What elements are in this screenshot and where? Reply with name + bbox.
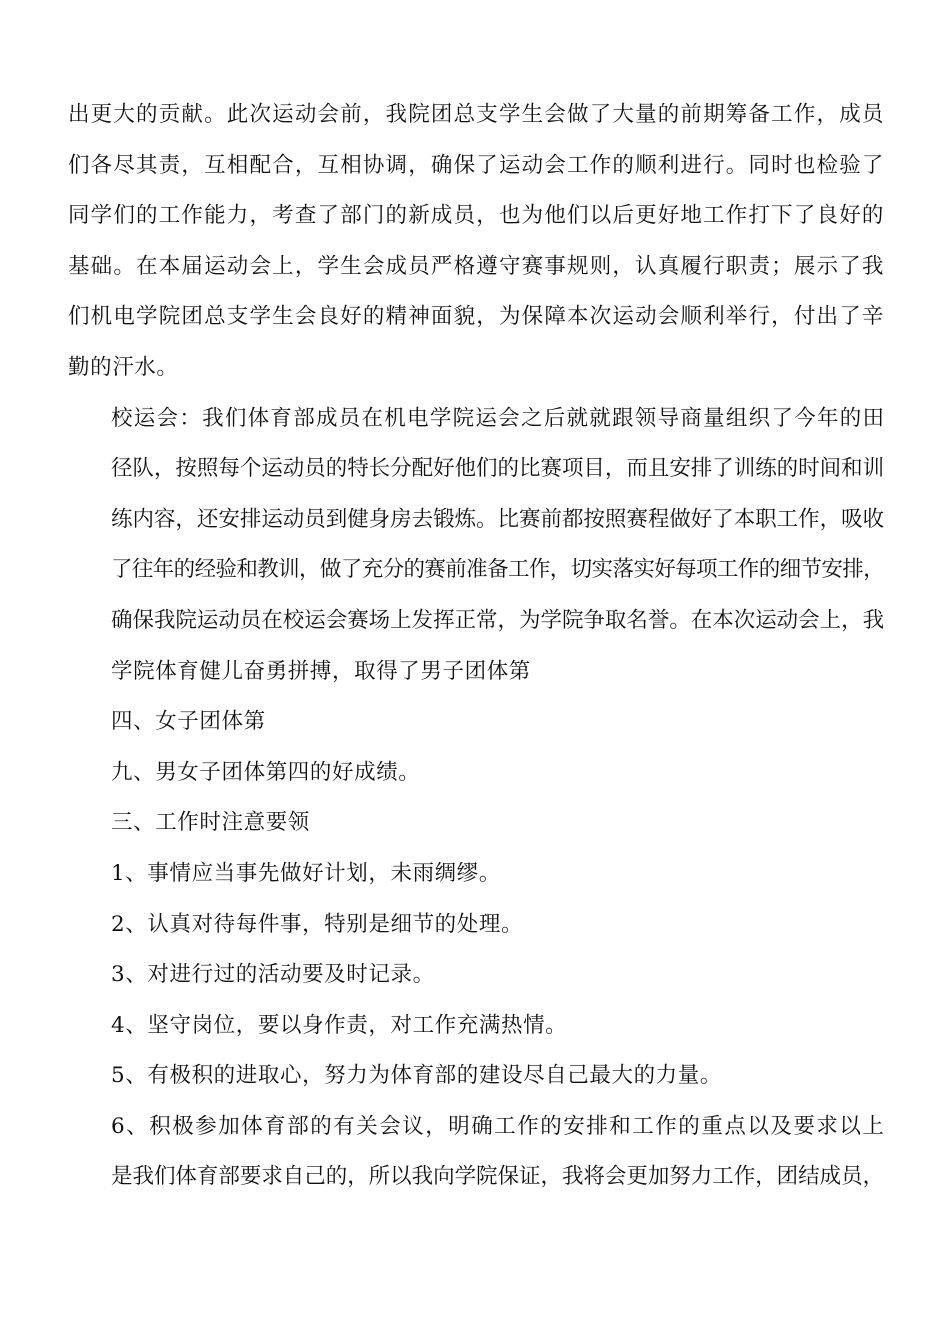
text-line: 出更大的贡献。此次运动会前，我院团总支学生会做了大量的前期筹备工作，成员 — [68, 102, 884, 127]
text-line: 勤的汗水。 — [68, 354, 179, 380]
text-line: 九、男女子团体第四的好成绩。 — [111, 759, 421, 785]
paragraph — [68, 1102, 884, 1203]
text-line: 四、女子团体第 — [111, 709, 266, 735]
text-line: 4、坚守岗位，要以身作责，对工作充满热情。 — [111, 1012, 568, 1038]
text-line: 学院体育健儿奋勇拼搏，取得了男子团体第 — [111, 658, 531, 684]
text-line: 同学们的工作能力，考查了部门的新成员，也为他们以后更好地工作打下了良好的 — [68, 203, 884, 229]
text-line: 练内容，还安排运动员到健身房去锻炼。比赛前都按照赛程做好了本职工作，吸收 — [111, 506, 884, 532]
text-line: 2、认真对待每件事，特别是细节的处理。 — [111, 911, 524, 937]
text-line: 是我们体育部要求自己的，所以我向学院保证，我将会更加努力工作，团结成员， — [111, 1164, 884, 1190]
document-body — [68, 90, 884, 1203]
paragraph — [68, 394, 884, 698]
text-line: 6、积极参加体育部的有关会议，明确工作的安排和工作的重点以及要求以上 — [111, 1113, 884, 1139]
text-line: 们各尽其责，互相配合，互相协调，确保了运动会工作的顺利进行。同时也检验了 — [68, 152, 884, 178]
paragraph — [68, 697, 884, 748]
paragraph — [68, 1051, 884, 1102]
text-line: 径队，按照每个运动员的特长分配好他们的比赛项目，而且安排了训练的时间和训 — [111, 456, 884, 482]
text-line: 校运会：我们体育部成员在机电学院运会之后就就跟领导商量组织了今年的田 — [111, 405, 884, 431]
paragraph — [68, 748, 884, 799]
text-line: 1、事情应当事先做好计划，未雨绸缪。 — [111, 860, 501, 886]
paragraph — [68, 798, 884, 849]
paragraph — [68, 900, 884, 951]
text-line: 确保我院运动员在校运会赛场上发挥正常，为学院争取名誉。在本次运动会上，我 — [111, 607, 884, 633]
text-line: 们机电学院团总支学生会良好的精神面貌，为保障本次运动会顺利举行，付出了辛 — [68, 304, 884, 330]
text-line: 基础。在本届运动会上，学生会成员严格遵守赛事规则，认真履行职责；展示了我 — [68, 253, 884, 279]
paragraph — [68, 950, 884, 1001]
text-line: 3、对进行过的活动要及时记录。 — [111, 962, 435, 988]
paragraph — [68, 1001, 884, 1052]
text-line: 5、有极积的进取心，努力为体育部的建设尽自己最大的力量。 — [111, 1063, 722, 1089]
text-line: 三、工作时注意要领 — [111, 810, 310, 836]
text-line: 了往年的经验和教训，做了充分的赛前准备工作，切实落实好每项工作的细节安排， — [111, 557, 884, 583]
paragraph — [68, 849, 884, 900]
paragraph — [68, 90, 884, 394]
